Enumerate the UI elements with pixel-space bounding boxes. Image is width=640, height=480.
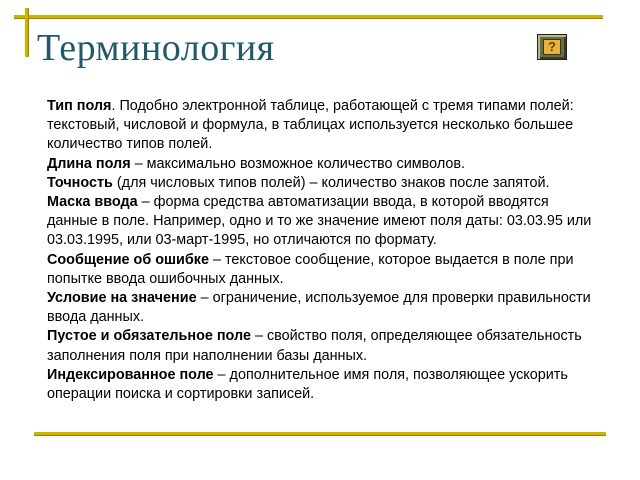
term-definition: свойство поля, определяющее обязательность заполнения поля при наполнении базы данных.	[47, 328, 582, 364]
term-name: Индексированное поле	[47, 366, 214, 383]
term-name: Условие на значение	[47, 290, 197, 307]
term-definition: максимально возможное количество символов.	[146, 155, 466, 172]
term-definition: Подобно электронной таблице, работающей с тремя типами полей: текстовый, числовой и формула, в таблицах используется несколько большее количество типов полей.	[47, 98, 574, 153]
bottom-rule	[34, 432, 606, 435]
term-item	[47, 251, 603, 289]
left-vertical-rule	[25, 8, 28, 57]
term-name: Сообщение об ошибке	[47, 251, 209, 268]
terms-list	[47, 97, 603, 404]
slide-title: Терминология	[37, 27, 275, 69]
term-name: Точность	[47, 174, 113, 191]
term-item	[47, 174, 603, 193]
term-separator: –	[213, 366, 230, 383]
term-separator: –	[208, 251, 225, 268]
question-mark-icon: ?	[543, 39, 561, 55]
term-definition: ограничение, используемое для проверки правильности ввода данных.	[47, 290, 591, 326]
term-separator: –	[250, 328, 267, 345]
term-item	[47, 155, 603, 174]
top-rule	[14, 15, 603, 18]
term-separator: –	[137, 194, 154, 211]
term-item	[47, 97, 603, 155]
term-name: Тип поля	[47, 98, 112, 114]
term-item	[47, 366, 603, 404]
term-name: Длина поля	[47, 155, 131, 172]
term-separator: .	[111, 98, 120, 114]
term-definition: дополнительное имя поля, позволяющее ускорить операции поиска и сортировки записей.	[47, 366, 568, 403]
term-item	[47, 327, 603, 365]
help-button[interactable]	[537, 34, 567, 60]
term-item	[47, 193, 603, 251]
term-separator: –	[196, 290, 213, 307]
term-name: Маска ввода	[47, 194, 138, 211]
term-definition: форма средства автоматизации ввода, в которой вводятся данные в поле. Например, одно и то же значение имеют поля даты: 03.03.95 или 03.03.1995, или 03-март-1995, но отличаются по формату.	[47, 194, 592, 249]
term-definition: (для числовых типов полей) – количество знаков после запятой.	[116, 174, 550, 191]
term-item	[47, 289, 603, 327]
term-name: Пустое и обязательное поле	[47, 328, 251, 345]
term-definition: текстовое сообщение, которое выдается в поле при попытке ввода ошибочных данных.	[47, 251, 574, 287]
term-separator: –	[130, 155, 147, 172]
